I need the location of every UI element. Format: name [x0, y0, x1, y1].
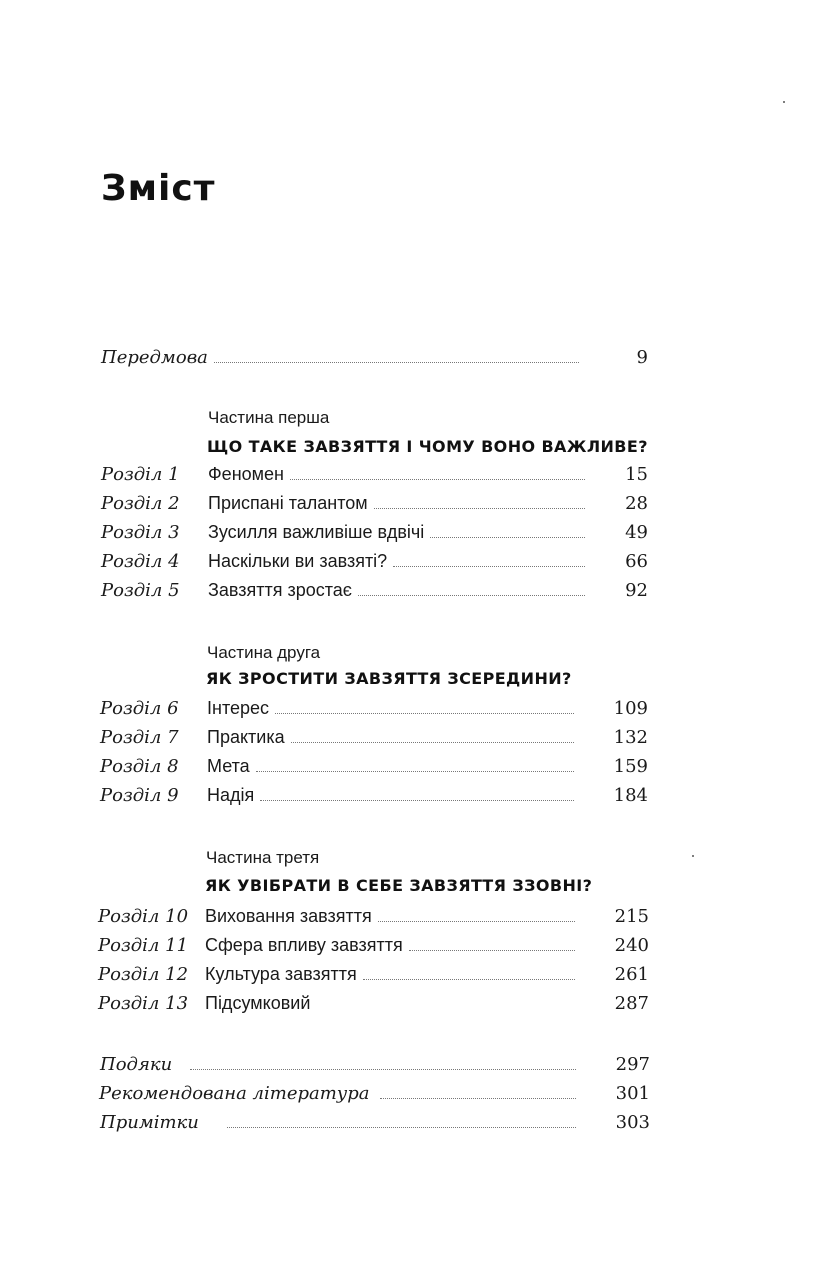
page-number: 159: [613, 756, 648, 777]
page-number: 66: [625, 551, 648, 572]
chapter-label: Розділ 7: [100, 727, 179, 748]
page-number: 92: [625, 580, 648, 601]
leader-dots: [380, 1098, 576, 1099]
chapter-title: Мета: [207, 756, 250, 776]
chapter-entry[interactable]: [98, 964, 649, 990]
toc-entry-recommended-reading[interactable]: [99, 1083, 650, 1109]
part-title: ЯК ЗРОСТИТИ ЗАВЗЯТТЯ ЗСЕРЕДИНИ?: [206, 669, 572, 688]
chapter-title: Надія: [207, 785, 255, 805]
entry-label: Передмова: [101, 347, 208, 368]
page-number: 109: [613, 698, 648, 719]
scan-speck: [783, 101, 785, 103]
entry-label: Рекомендована література: [99, 1083, 370, 1104]
chapter-label: Розділ 12: [98, 964, 189, 985]
chapter-entry[interactable]: [101, 551, 648, 577]
chapter-entry[interactable]: [98, 906, 649, 932]
chapter-title: Наскільки ви завзяті?: [208, 551, 388, 571]
leader-dots: [409, 950, 575, 951]
leader-dots: [256, 771, 574, 772]
chapter-label: Розділ 8: [100, 756, 179, 777]
page-number: 287: [614, 993, 649, 1014]
chapter-entry[interactable]: [101, 464, 648, 490]
page-number: 301: [615, 1083, 650, 1104]
chapter-title: Підсумковий: [205, 993, 311, 1013]
page-number: 184: [613, 785, 648, 806]
leader-dots: [275, 713, 574, 714]
chapter-title: Приспані талантом: [208, 493, 368, 513]
page-title: Зміст: [101, 168, 216, 209]
chapter-label: Розділ 3: [101, 522, 180, 543]
leader-dots: [190, 1069, 575, 1070]
chapter-label: Розділ 6: [100, 698, 179, 719]
chapter-title: Сфера впливу завзяття: [205, 935, 403, 955]
page-number: 261: [614, 964, 649, 985]
page-number: 15: [625, 464, 648, 485]
part-title: ЩО ТАКЕ ЗАВЗЯТТЯ І ЧОМУ ВОНО ВАЖЛИВЕ?: [207, 437, 648, 456]
part-title: ЯК УВІБРАТИ В СЕБЕ ЗАВЗЯТТЯ ЗЗОВНІ?: [205, 876, 593, 895]
part-label: Частина друга: [207, 643, 321, 662]
chapter-entry[interactable]: [101, 522, 648, 548]
chapter-label: Розділ 4: [101, 551, 180, 572]
chapter-label: Розділ 13: [98, 993, 189, 1014]
chapter-entry[interactable]: [100, 727, 648, 753]
leader-dots: [374, 508, 585, 509]
chapter-entry[interactable]: [100, 756, 648, 782]
leader-dots: [378, 921, 575, 922]
page-number: 132: [613, 727, 648, 748]
chapter-title: Зусилля важливіше вдвічі: [208, 522, 425, 542]
toc-entry-preface[interactable]: [101, 347, 648, 373]
leader-dots: [214, 362, 579, 363]
chapter-entry[interactable]: [101, 580, 648, 606]
leader-dots: [291, 742, 574, 743]
toc-entry-acknowledgements[interactable]: [100, 1054, 650, 1080]
part-label: Частина перша: [208, 408, 330, 427]
toc-entry-notes[interactable]: [100, 1112, 650, 1138]
page-number: 215: [614, 906, 649, 927]
leader-dots: [393, 566, 585, 567]
chapter-label: Розділ 9: [100, 785, 179, 806]
leader-dots: [358, 595, 585, 596]
chapter-label: Розділ 5: [101, 580, 180, 601]
entry-label: Примітки: [100, 1112, 199, 1133]
chapter-entry[interactable]: [98, 935, 649, 961]
page-number: 240: [614, 935, 649, 956]
leader-dots: [363, 979, 575, 980]
page-number: 28: [625, 493, 648, 514]
chapter-entry[interactable]: [98, 993, 649, 1019]
chapter-title: Культура завзяття: [205, 964, 357, 984]
leader-dots: [430, 537, 585, 538]
chapter-entry[interactable]: [101, 493, 648, 519]
entry-label: Подяки: [100, 1054, 173, 1075]
page-number: 49: [625, 522, 648, 543]
chapter-title: Інтерес: [207, 698, 270, 718]
chapter-entry[interactable]: [100, 698, 648, 724]
chapter-title: Практика: [207, 727, 285, 747]
chapter-title: Завзяття зростає: [208, 580, 352, 600]
page-number: 297: [615, 1054, 650, 1075]
page-number: 9: [636, 347, 648, 368]
leader-dots: [260, 800, 573, 801]
chapter-title: Феномен: [208, 464, 284, 484]
leader-dots: [227, 1127, 576, 1128]
part-label: Частина третя: [206, 848, 320, 867]
chapter-entry[interactable]: [100, 785, 648, 811]
chapter-label: Розділ 10: [98, 906, 189, 927]
chapter-label: Розділ 2: [101, 493, 180, 514]
chapter-label: Розділ 11: [98, 935, 189, 956]
chapter-title: Виховання завзяття: [205, 906, 372, 926]
scan-speck: [692, 855, 694, 857]
page-number: 303: [615, 1112, 650, 1133]
leader-dots: [290, 479, 585, 480]
chapter-label: Розділ 1: [101, 464, 180, 485]
